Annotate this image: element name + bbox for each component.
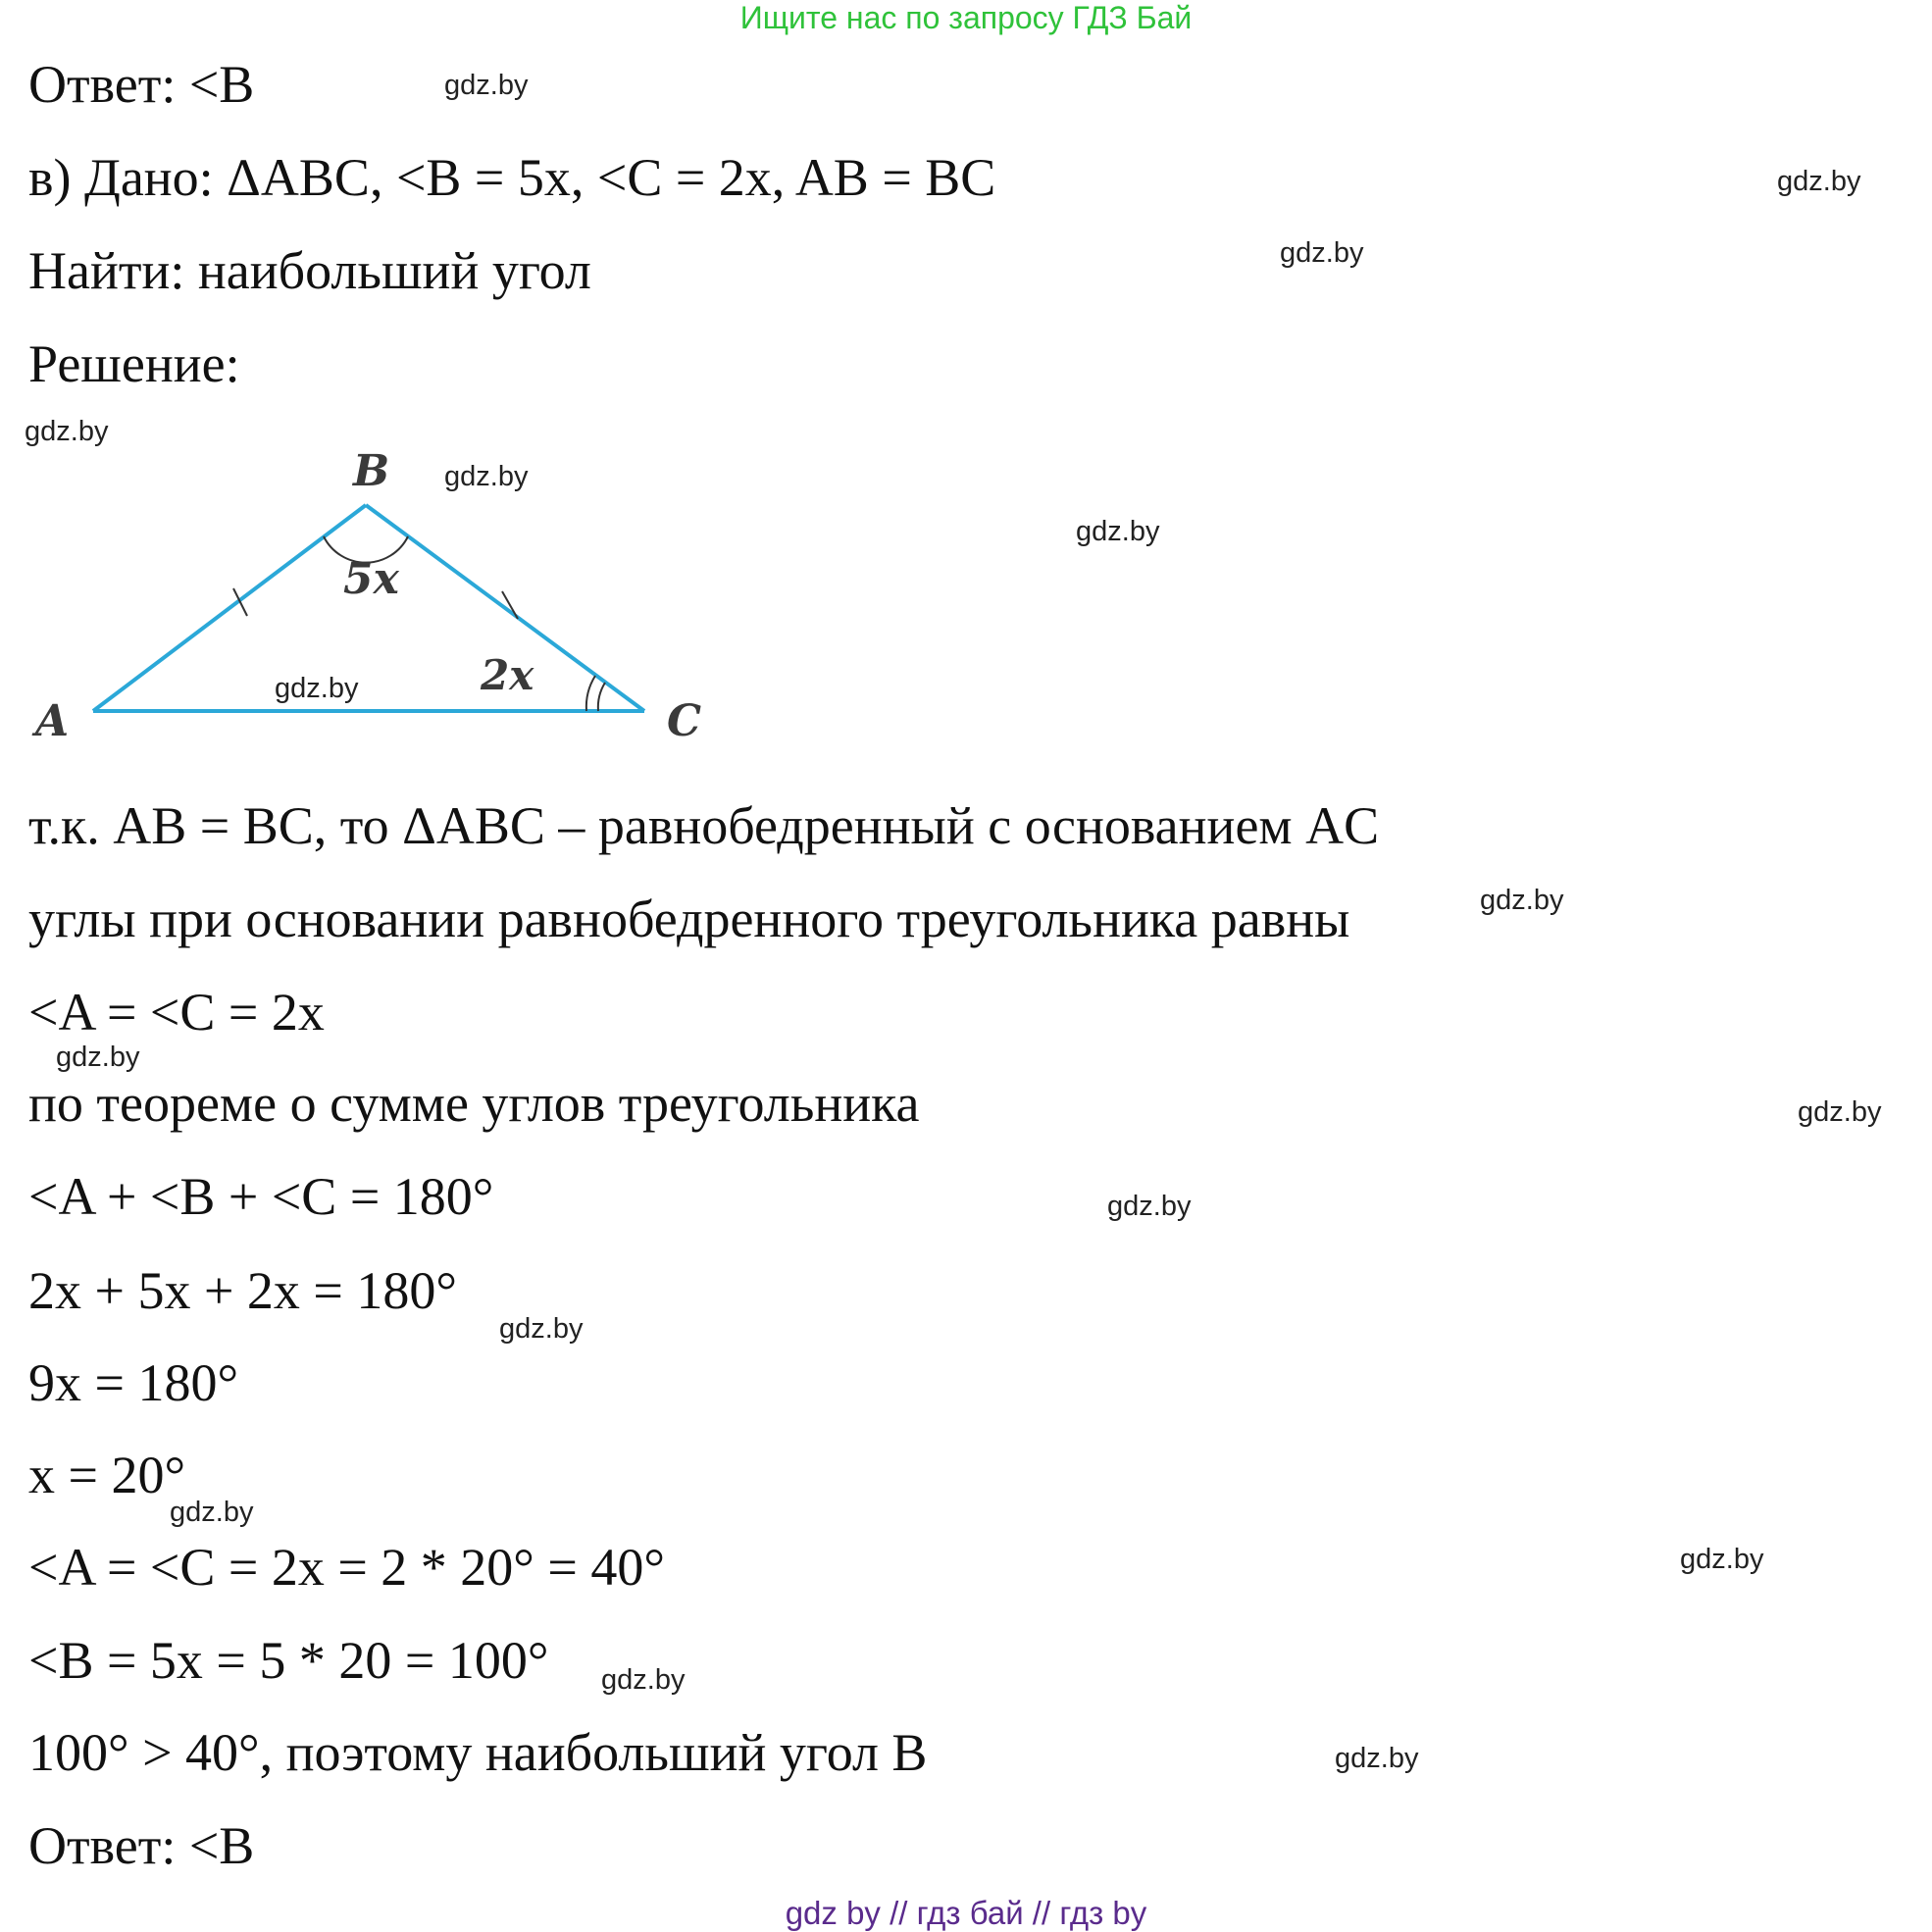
watermark: gdz.by	[56, 1042, 140, 1073]
isosceles-line: т.к. AB = BC, то ΔABC – равнобедренный с основанием AC	[28, 796, 1380, 855]
watermark: gdz.by	[1798, 1096, 1882, 1128]
substitution-equation: 2x + 5x + 2x = 180°	[28, 1261, 457, 1320]
watermark: gdz.by	[25, 416, 109, 447]
find-line: Найти: наибольший угол	[28, 241, 591, 300]
vertex-label-c: C	[667, 696, 702, 746]
given-line: в) Дано: ΔABC, <B = 5x, <C = 2x, AB = BC	[28, 148, 996, 207]
search-banner: Ищите нас по запросу ГДЗ Бай	[739, 0, 1193, 35]
vertex-label-b: B	[353, 446, 390, 496]
comparison-line: 100° > 40°, поэтому наибольший угол B	[28, 1723, 928, 1782]
angle-arc-c-inner	[598, 683, 605, 711]
watermark: gdz.by	[275, 673, 359, 704]
triangle-abc-figure	[20, 436, 726, 750]
watermark: gdz.by	[1335, 1743, 1419, 1774]
watermark: gdz.by	[499, 1313, 584, 1345]
watermark: gdz.by	[444, 70, 529, 101]
sum-equation: <A + <B + <C = 180°	[28, 1167, 494, 1226]
base-angles-line: углы при основании равнобедренного треугольника равны	[28, 890, 1350, 948]
watermark: gdz.by	[601, 1664, 686, 1696]
answer-line-top: Ответ: <B	[28, 55, 255, 114]
watermark: gdz.by	[1107, 1191, 1192, 1222]
nine-x-equation: 9x = 180°	[28, 1353, 239, 1412]
theorem-line: по теореме о сумме углов треугольника	[28, 1074, 920, 1133]
site-footer: gdz by // гдз бай // гдз by	[785, 1895, 1147, 1931]
watermark: gdz.by	[444, 461, 529, 492]
watermark: gdz.by	[170, 1497, 254, 1528]
vertex-label-a: A	[35, 696, 70, 746]
angles-a-c-result: <A = <C = 2x = 2 * 20° = 40°	[28, 1538, 665, 1597]
watermark: gdz.by	[1777, 166, 1861, 197]
watermark: gdz.by	[1680, 1544, 1764, 1575]
watermark: gdz.by	[1480, 885, 1564, 916]
angle-label-c: 2x	[481, 651, 534, 699]
angle-label-b: 5x	[343, 554, 399, 604]
solution-heading: Решение:	[28, 334, 240, 393]
tick-mark-bc	[502, 591, 518, 619]
x-value-equation: x = 20°	[28, 1446, 186, 1504]
answer-line-bottom: Ответ: <B	[28, 1816, 255, 1875]
triangle-sides	[93, 505, 644, 711]
angle-arc-c-outer	[586, 676, 595, 711]
angle-b-result: <B = 5x = 5 * 20 = 100°	[28, 1631, 549, 1690]
watermark: gdz.by	[1076, 516, 1160, 547]
equation-a-c: <A = <C = 2x	[28, 983, 325, 1042]
watermark: gdz.by	[1280, 237, 1364, 269]
